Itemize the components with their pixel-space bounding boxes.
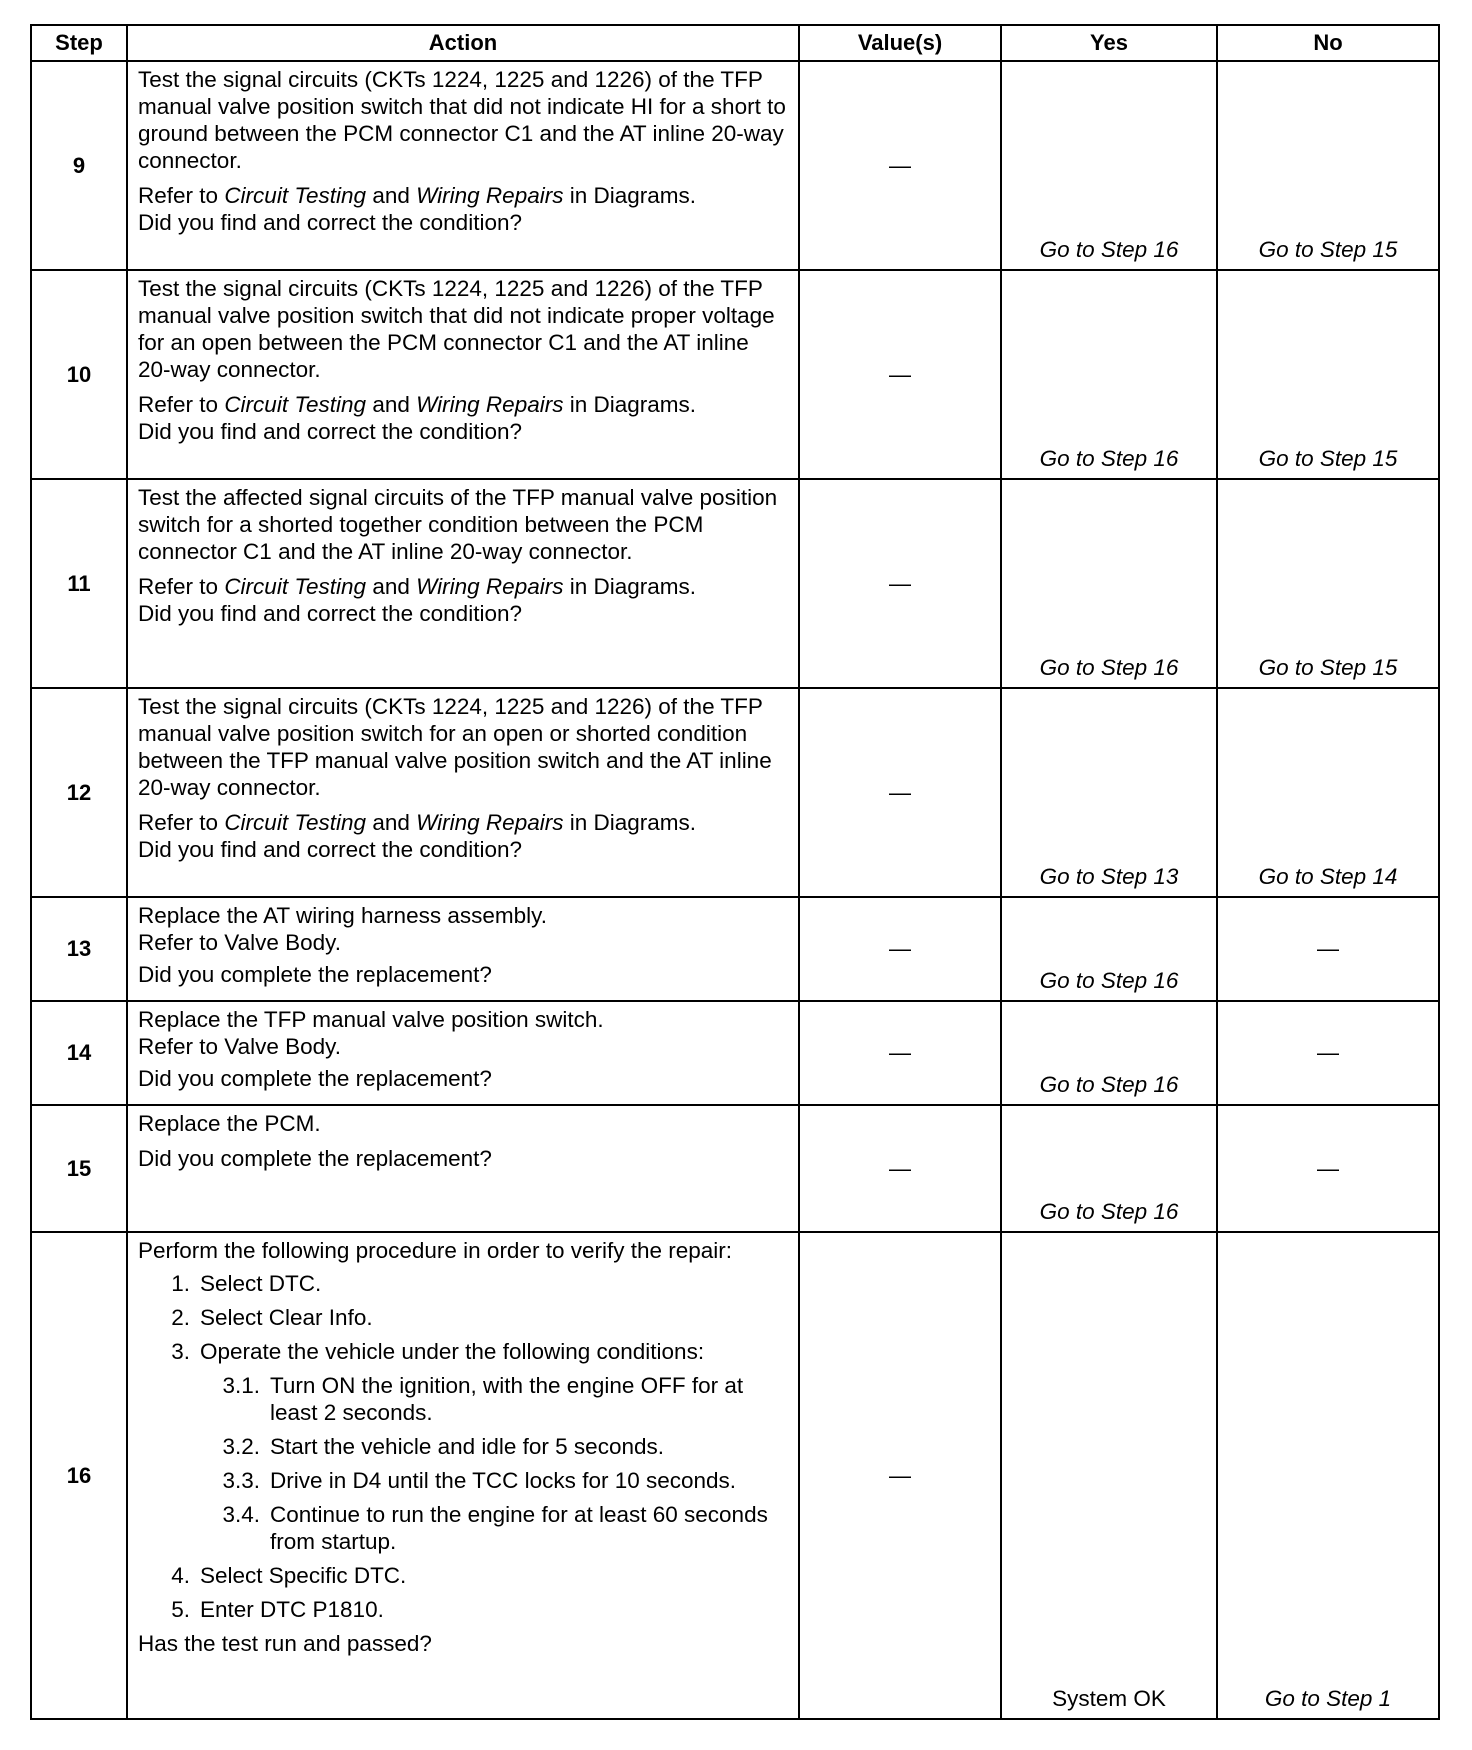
yes-cell <box>1001 1001 1217 1105</box>
action-text: Test the signal circuits (CKTs 1224, 1225 and 1226) of the TFP manual valve position switch for an open or shorted condition between the TFP manual valve position switch and the AT inline 20-way connector. <box>138 694 772 800</box>
question-text: Did you complete the replacement? <box>138 1066 492 1091</box>
action-cell <box>127 688 799 897</box>
list-number: 3.1. <box>222 1373 260 1398</box>
refer-in: in <box>569 810 588 835</box>
list-number: 2. <box>171 1305 190 1330</box>
action-text: Replace the PCM. <box>138 1111 321 1136</box>
refer-in: in <box>569 392 588 417</box>
list-text: Select DTC. <box>200 1271 322 1296</box>
list-item <box>138 1433 786 1460</box>
refer-in: in <box>569 574 588 599</box>
header-action: Action <box>127 25 799 61</box>
list-number: 5. <box>171 1597 190 1622</box>
refer-prefix: Refer to <box>138 810 219 835</box>
no-cell <box>1217 61 1439 270</box>
question-text: Did you find and correct the condition? <box>138 837 522 862</box>
diagrams-link[interactable]: Diagrams. <box>593 183 697 208</box>
question-text: Has the test run and passed? <box>138 1631 432 1656</box>
step-number: 11 <box>31 479 127 688</box>
list-item <box>138 1338 786 1365</box>
question-text: Did you find and correct the condition? <box>138 210 522 235</box>
action-cell <box>127 270 799 479</box>
refer-and: and <box>372 183 410 208</box>
circuit-testing-link[interactable]: Circuit Testing <box>224 810 367 835</box>
refer-and: and <box>372 392 410 417</box>
no-outcome-link[interactable]: Go to Step 1 <box>1264 1686 1392 1711</box>
header-step: Step <box>31 25 127 61</box>
value-cell: — <box>799 1232 1001 1719</box>
action-cell <box>127 479 799 688</box>
yes-cell <box>1001 1232 1217 1719</box>
list-item <box>138 1467 786 1494</box>
list-item <box>138 1304 786 1331</box>
list-item <box>138 1562 786 1589</box>
list-number: 3.4. <box>222 1502 260 1527</box>
no-cell <box>1217 1232 1439 1719</box>
yes-outcome-link[interactable]: Go to Step 16 <box>1039 446 1179 471</box>
step-number: 16 <box>31 1232 127 1719</box>
yes-outcome-link[interactable]: Go to Step 13 <box>1039 864 1179 889</box>
no-outcome-link[interactable]: Go to Step 15 <box>1258 655 1398 680</box>
step-number: 15 <box>31 1105 127 1232</box>
no-outcome-link[interactable]: Go to Step 14 <box>1258 864 1398 889</box>
list-number: 3.3. <box>222 1468 260 1493</box>
header-row <box>31 25 1439 61</box>
list-item <box>138 1501 786 1555</box>
list-text: Enter DTC P1810. <box>200 1597 384 1622</box>
refer-prefix: Refer to <box>138 183 219 208</box>
circuit-testing-link[interactable]: Circuit Testing <box>224 183 367 208</box>
action-text: Replace the AT wiring harness assembly. <box>138 903 547 928</box>
list-text: Operate the vehicle under the following conditions: <box>200 1339 705 1364</box>
list-number: 3.2. <box>222 1434 260 1459</box>
yes-cell <box>1001 1105 1217 1232</box>
value-cell: — <box>799 897 1001 1001</box>
yes-cell <box>1001 897 1217 1001</box>
question-text: Did you complete the replacement? <box>138 962 492 987</box>
question-text: Did you find and correct the condition? <box>138 601 522 626</box>
no-cell <box>1217 479 1439 688</box>
table-row-step-13 <box>31 897 1439 1001</box>
diagrams-link[interactable]: Diagrams. <box>593 810 697 835</box>
value-cell: — <box>799 61 1001 270</box>
wiring-repairs-link[interactable]: Wiring Repairs <box>416 392 564 417</box>
list-item <box>138 1372 786 1426</box>
header-values: Value(s) <box>799 25 1001 61</box>
diagrams-link[interactable]: Diagrams. <box>593 392 697 417</box>
list-text: Turn ON the ignition, with the engine OFF for at least 2 seconds. <box>270 1373 744 1425</box>
refer-and: and <box>372 810 410 835</box>
refer-text <box>138 573 786 600</box>
value-cell: — <box>799 479 1001 688</box>
no-cell <box>1217 897 1439 1001</box>
refer-text <box>138 809 786 836</box>
table-row-step-12 <box>31 688 1439 897</box>
no-outcome-dash: — <box>1317 936 1339 961</box>
no-outcome-dash: — <box>1317 1155 1339 1181</box>
question-text: Did you complete the replacement? <box>138 1146 492 1171</box>
yes-outcome-link[interactable]: Go to Step 16 <box>1039 968 1179 993</box>
value-cell: — <box>799 688 1001 897</box>
list-text: Drive in D4 until the TCC locks for 10 seconds. <box>270 1468 737 1493</box>
refer-prefix: Refer to <box>138 392 219 417</box>
step-number: 9 <box>31 61 127 270</box>
list-item <box>138 1596 786 1623</box>
value-cell: — <box>799 270 1001 479</box>
no-outcome-link[interactable]: Go to Step 15 <box>1258 237 1398 262</box>
header-yes: Yes <box>1001 25 1217 61</box>
action-cell <box>127 1001 799 1105</box>
step-number: 14 <box>31 1001 127 1105</box>
table-row-step-16 <box>31 1232 1439 1719</box>
list-text: Select Clear Info. <box>200 1305 373 1330</box>
action-text: Test the signal circuits (CKTs 1224, 1225 and 1226) of the TFP manual valve position switch that did not indicate HI for a short to ground between the PCM connector C1 and the AT inline 20-way connector. <box>138 67 786 173</box>
action-text: Test the signal circuits (CKTs 1224, 1225 and 1226) of the TFP manual valve position switch that did not indicate proper voltage for an open between the PCM connector C1 and the AT inline 20-way connector. <box>138 276 775 382</box>
yes-cell <box>1001 270 1217 479</box>
no-cell <box>1217 1105 1439 1232</box>
table-row-step-15 <box>31 1105 1439 1232</box>
no-cell <box>1217 1001 1439 1105</box>
yes-outcome-link[interactable]: Go to Step 16 <box>1039 237 1179 262</box>
no-outcome-dash: — <box>1317 1040 1339 1065</box>
table-row-step-10 <box>31 270 1439 479</box>
list-text: Continue to run the engine for at least 60 seconds from startup. <box>270 1502 768 1554</box>
yes-cell <box>1001 61 1217 270</box>
yes-outcome-link[interactable]: Go to Step 16 <box>1039 1072 1179 1097</box>
list-number: 4. <box>171 1563 190 1588</box>
step-number: 12 <box>31 688 127 897</box>
refer-text: Refer to Valve Body. <box>138 1034 342 1059</box>
yes-outcome-link[interactable]: Go to Step 16 <box>1039 1199 1179 1224</box>
diagnostic-table-sheet <box>30 24 1440 1720</box>
table-row-step-11 <box>31 479 1439 688</box>
wiring-repairs-link[interactable]: Wiring Repairs <box>416 574 564 599</box>
no-cell <box>1217 270 1439 479</box>
no-outcome-link[interactable]: Go to Step 15 <box>1258 446 1398 471</box>
refer-text: Refer to Valve Body. <box>138 930 342 955</box>
diagrams-link[interactable]: Diagrams. <box>593 574 697 599</box>
action-cell <box>127 1232 799 1719</box>
header-no: No <box>1217 25 1439 61</box>
refer-prefix: Refer to <box>138 574 219 599</box>
table-row-step-9 <box>31 61 1439 270</box>
table-row-step-14 <box>31 1001 1439 1105</box>
refer-and: and <box>372 574 410 599</box>
circuit-testing-link[interactable]: Circuit Testing <box>224 392 367 417</box>
no-cell <box>1217 688 1439 897</box>
circuit-testing-link[interactable]: Circuit Testing <box>224 574 367 599</box>
action-cell <box>127 897 799 1001</box>
list-number: 1. <box>171 1271 190 1296</box>
question-text: Did you find and correct the condition? <box>138 419 522 444</box>
action-cell <box>127 61 799 270</box>
wiring-repairs-link[interactable]: Wiring Repairs <box>416 810 564 835</box>
action-text: Replace the TFP manual valve position switch. <box>138 1007 604 1032</box>
refer-text <box>138 182 786 209</box>
yes-outcome-link[interactable]: System OK <box>1052 1686 1166 1711</box>
value-cell: — <box>799 1001 1001 1105</box>
yes-outcome-link[interactable]: Go to Step 16 <box>1039 655 1179 680</box>
list-text: Select Specific DTC. <box>200 1563 407 1588</box>
list-item <box>138 1270 786 1297</box>
step-number: 13 <box>31 897 127 1001</box>
action-text: Test the affected signal circuits of the TFP manual valve position switch for a shorted together condition between the PCM connector C1 and the AT inline 20-way connector. <box>138 485 778 564</box>
refer-in: in <box>569 183 588 208</box>
action-text: Perform the following procedure in order to verify the repair: <box>138 1238 733 1263</box>
list-number: 3. <box>171 1339 190 1364</box>
value-cell: — <box>799 1105 1001 1232</box>
procedure-list <box>138 1270 786 1623</box>
wiring-repairs-link[interactable]: Wiring Repairs <box>416 183 564 208</box>
diagnostic-table <box>30 24 1440 1720</box>
yes-cell <box>1001 479 1217 688</box>
step-number: 10 <box>31 270 127 479</box>
action-cell <box>127 1105 799 1232</box>
refer-text <box>138 391 786 418</box>
list-text: Start the vehicle and idle for 5 seconds. <box>270 1434 664 1459</box>
yes-cell <box>1001 688 1217 897</box>
